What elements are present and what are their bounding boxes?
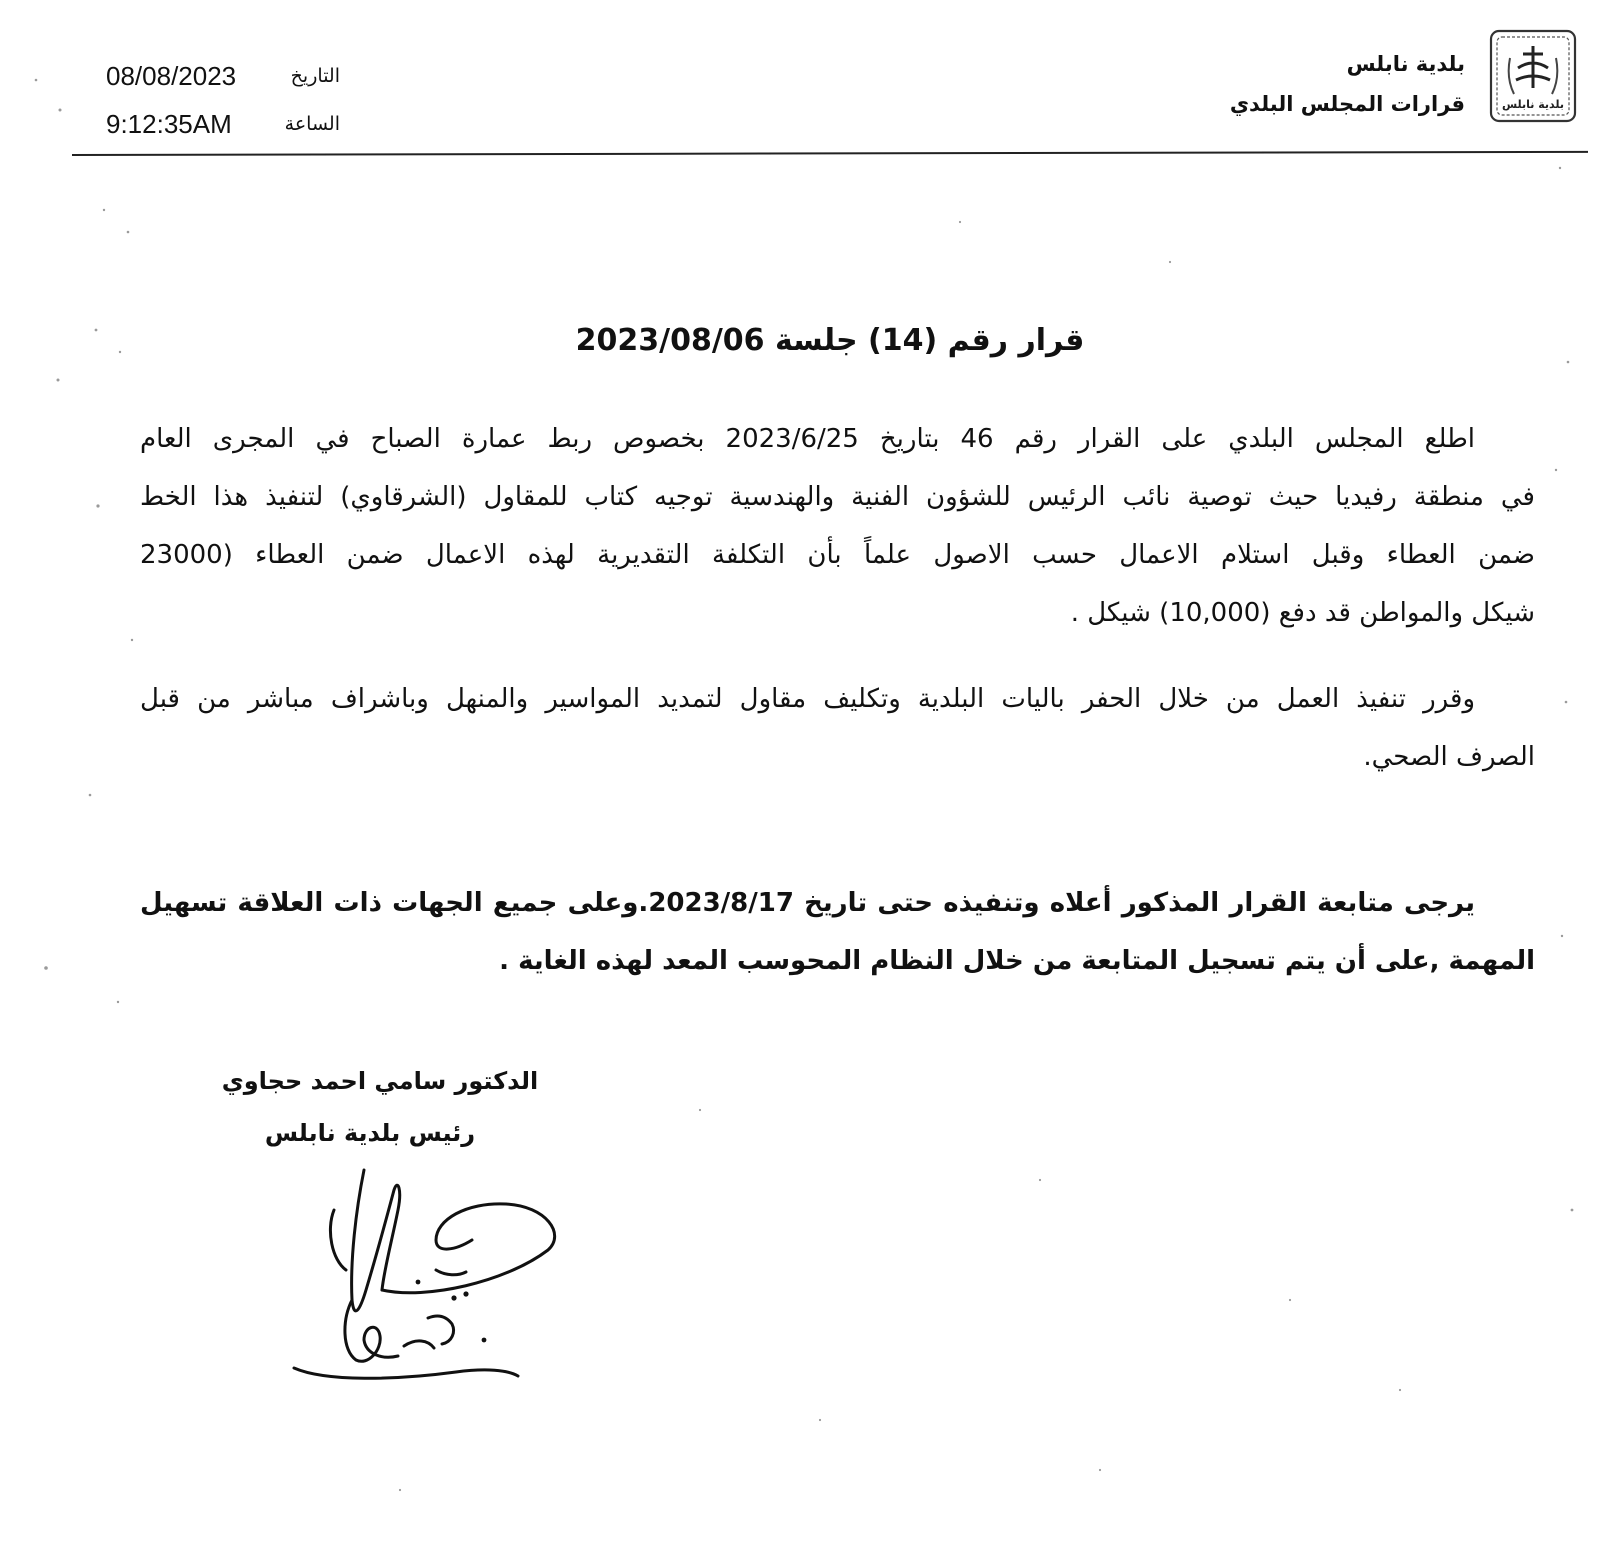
decision-paragraph-1 xyxy=(140,410,1535,642)
date-value: 08/08/2023 xyxy=(106,61,237,91)
date-row xyxy=(100,58,340,106)
time-row xyxy=(100,106,340,154)
paragraph-line: وقرر تنفيذ العمل من خلال الحفر باليات البلدية وتكليف مقاول لتمديد المواسير والمنهل وباشراف مباشر من قبل xyxy=(140,684,1475,714)
decision-title: قرار رقم (14) جلسة 2023/08/06 xyxy=(575,323,1085,358)
paragraph-line: اطلع المجلس البلدي على القرار رقم 46 بتاريخ 2023/6/25 بخصوص ربط عمارة الصباح في المجرى العام xyxy=(140,424,1476,454)
follow-up-paragraph xyxy=(140,874,1535,990)
paragraph-line: شيكل والمواطن قد دفع (10,000) شيكل . xyxy=(1070,598,1535,628)
time-value: 9:12:35AM xyxy=(106,109,232,139)
time-label: الساعة xyxy=(284,113,340,135)
section-title: قرارات المجلس البلدي xyxy=(1229,92,1465,116)
paragraph-line: ضمن العطاء وقبل استلام الاعمال حسب الاصول علماً بأن التكلفة التقديرية لهذه الاعمال ضمن العطاء (23000 xyxy=(140,540,1535,570)
signatory-block xyxy=(175,1055,565,1159)
organization-name: بلدية نابلس xyxy=(1346,52,1465,76)
handwritten-signature xyxy=(286,1150,576,1410)
municipality-seal-logo xyxy=(1488,28,1578,124)
signatory-name: الدكتور سامي احمد حجاوي xyxy=(221,1067,539,1095)
signatory-position: رئيس بلدية نابلس xyxy=(264,1119,476,1147)
date-time-block xyxy=(100,58,340,154)
paragraph-line: المهمة ,على أن يتم تسجيل المتابعة من خلال النظام المحوسب المعد لهذه الغاية . xyxy=(499,946,1535,976)
paragraph-line: الصرف الصحي. xyxy=(1363,742,1535,772)
organization-header xyxy=(1230,44,1465,124)
paragraph-line: في منطقة رفيديا حيث توصية نائب الرئيس للشؤون الفنية والهندسية توجيه كتاب للمقاول (الشرقاوي) لتنفيذ هذا الخط xyxy=(140,482,1535,512)
date-label: التاريخ xyxy=(290,65,340,87)
svg-text:بلدية نابلس: بلدية نابلس xyxy=(1501,98,1565,111)
decision-paragraph-2 xyxy=(140,670,1535,786)
paragraph-line: يرجى متابعة القرار المذكور أعلاه وتنفيذه حتى تاريخ 2023/8/17.وعلى جميع الجهات ذات العلاقة تسهيل xyxy=(140,888,1475,918)
